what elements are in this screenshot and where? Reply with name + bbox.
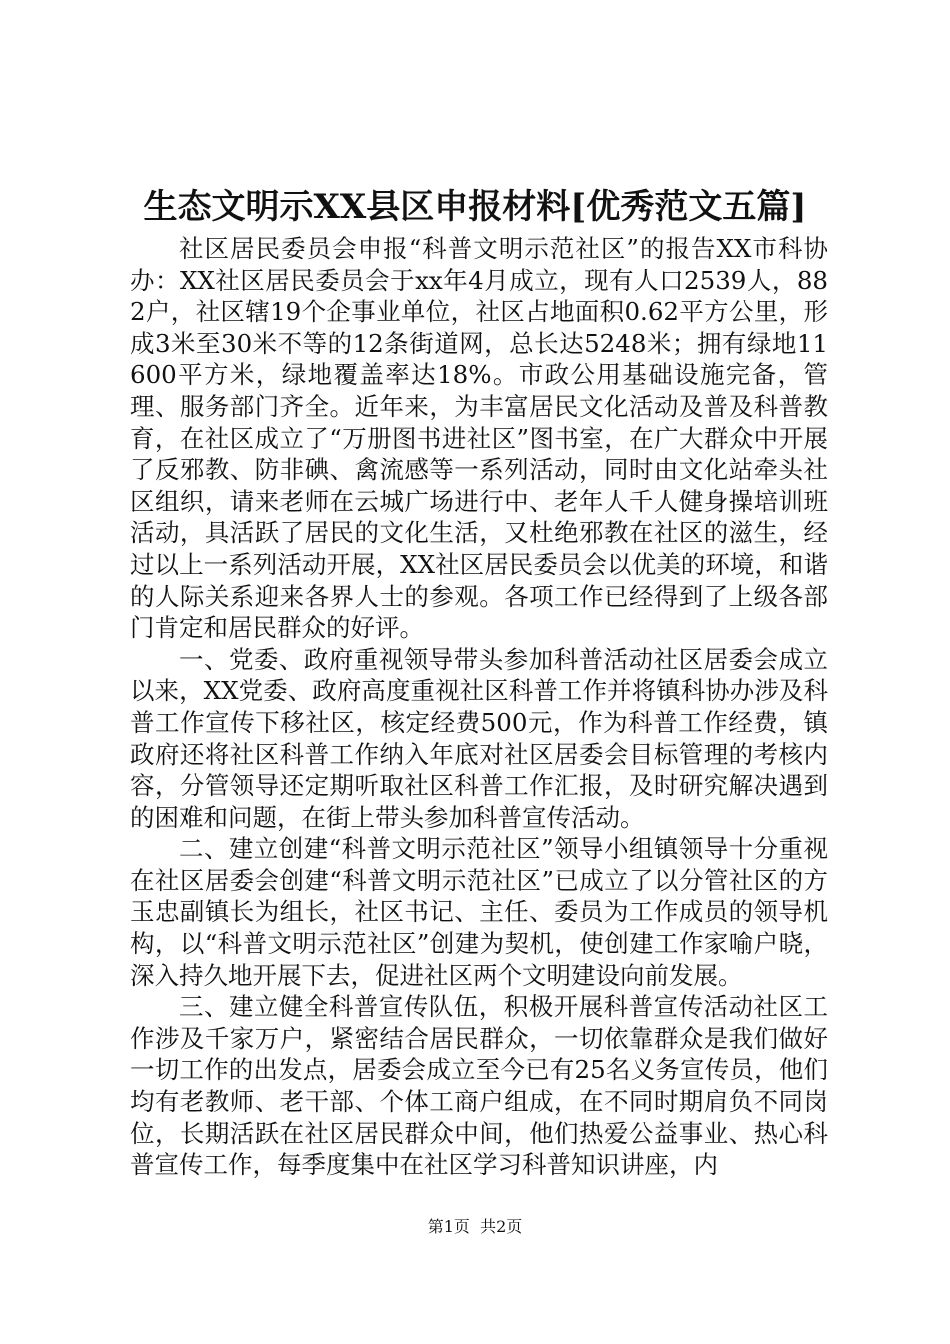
paragraph-section-2: 二、建立创建“科普文明示范社区”领导小组镇领导十分重视在社区居委会创建“科普文明示范社区”已成立了以分管社区的方玉忠副镇长为组长，社区书记、主任、委员为工作成员的领导机构，以“科普文明示范社区”创建为契机，使创建工作家喻户晓，深入持久地开展下去，促进社区两个文明建设向前发展。 bbox=[130, 834, 828, 990]
document-body bbox=[130, 233, 828, 1181]
page-number: 第1页 bbox=[427, 1217, 470, 1236]
page-footer bbox=[0, 1216, 950, 1238]
paragraph-intro: 社区居民委员会申报“科普文明示范社区”的报告XX市科协办：XX社区居民委员会于xx年4月成立，现有人口2539人，882户，社区辖19个企事业单位，社区占地面积0.62平方公里，形成3米至30米不等的12条街道网，总长达5248米；拥有绿地11600平方米，绿地覆盖率达18%。市政公用基础设施完备，管理、服务部门齐全。近年来，为丰富居民文化活动及普及科普教育，在社区成立了“万册图书进社区”图书室，在广大群众中开展了反邪教、防非碘、禽流感等一系列活动，同时由文化站牵头社区组织，请来老师在云城广场进行中、老年人千人健身操培训班活动，具活跃了居民的文化生活，又杜绝邪教在社区的滋生，经过以上一系列活动开展，XX社区居民委员会以优美的环境，和谐的人际关系迎来各界人士的参观。各项工作已经得到了上级各部门肯定和居民群众的好评。 bbox=[130, 234, 828, 643]
page-total: 共2页 bbox=[480, 1217, 523, 1236]
paragraph-section-1: 一、党委、政府重视领导带头参加科普活动社区居委会成立以来，XX党委、政府高度重视社区科普工作并将镇科协办涉及科普工作宣传下移社区，核定经费500元，作为科普工作经费，镇政府还将社区科普工作纳入年底对社区居委会目标管理的考核内容，分管领导还定期听取社区科普工作汇报，及时研究解决遇到的困难和问题，在街上带头参加科普宣传活动。 bbox=[130, 644, 828, 832]
document-title: 生态文明示XX县区申报材料[优秀范文五篇] bbox=[143, 187, 807, 227]
paragraph-section-3: 三、建立健全科普宣传队伍，积极开展科普宣传活动社区工作涉及千家万户，紧密结合居民群众，一切依靠群众是我们做好一切工作的出发点，居委会成立至今已有25名义务宣传员，他们均有老教师、老干部、个体工商户组成，在不同时期肩负不同岗位，长期活跃在社区居民群众中间，他们热爱公益事业、热心科普宣传工作，每季度集中在社区学习科普知识讲座，内 bbox=[130, 992, 828, 1180]
